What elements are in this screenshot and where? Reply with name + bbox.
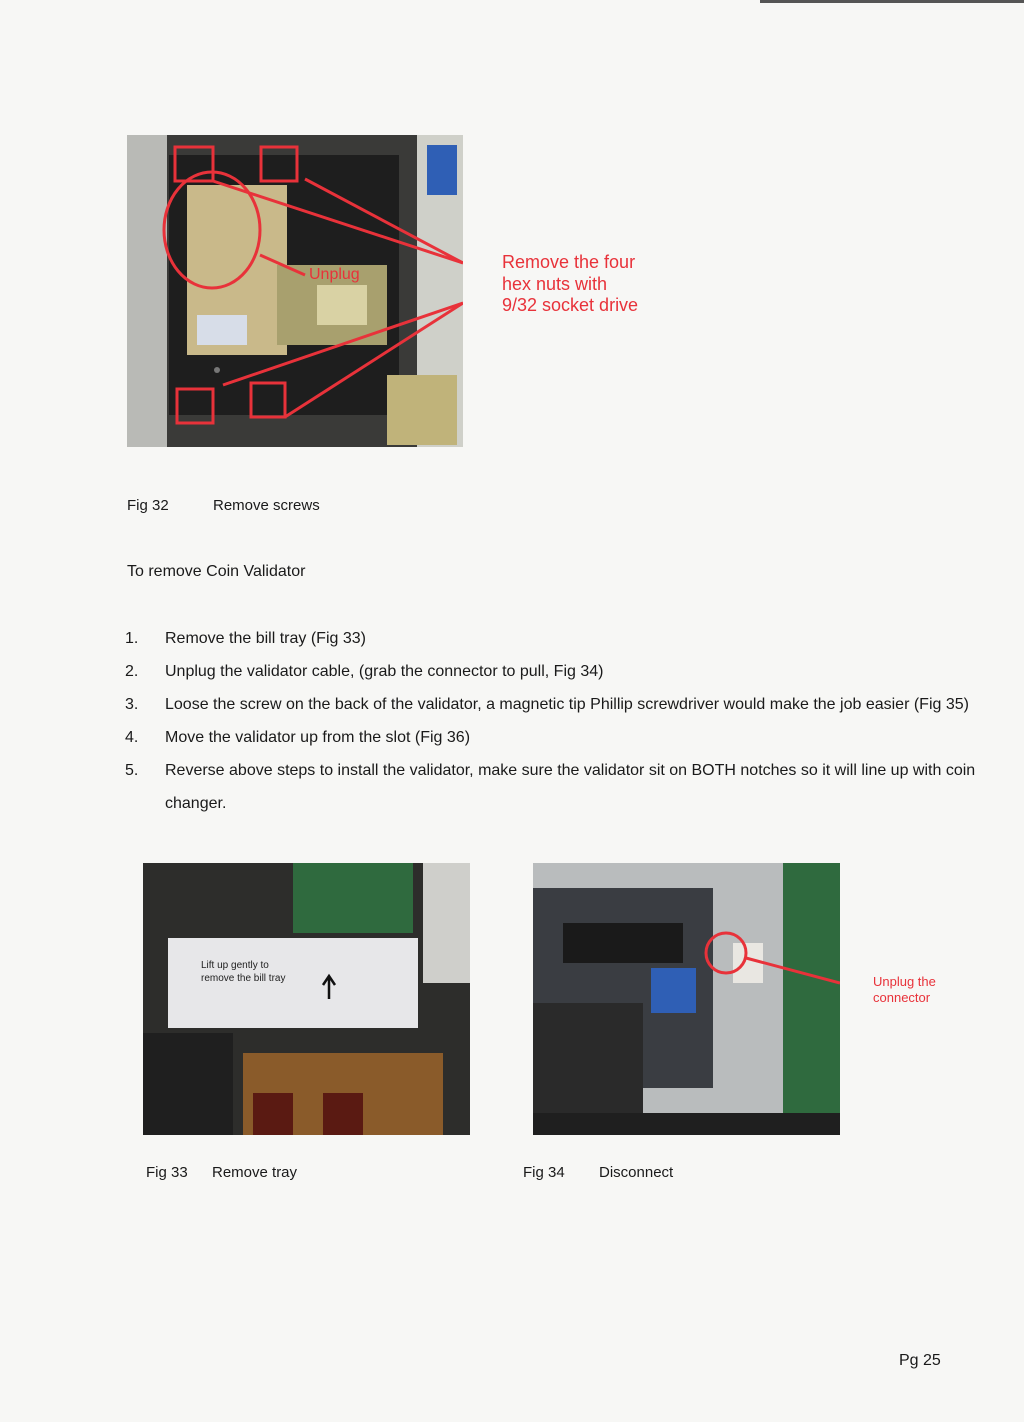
fig34-illustration xyxy=(533,863,840,1135)
page-number: Pg 25 xyxy=(899,1352,941,1369)
step-text: Unplug the validator cable, (grab the connector to pull, Fig 34) xyxy=(165,663,604,680)
fig32-callout-line-2: hex nuts with xyxy=(502,273,608,294)
step-text: Loose the screw on the back of the validator, a magnetic tip Phillip screwdriver would make the job easier (Fig 35) xyxy=(165,696,969,713)
fig33-label-line-1: Lift up gently to xyxy=(201,960,269,971)
fig32-callout-line-3: 9/32 socket drive xyxy=(502,295,639,316)
fig32-caption-number: Fig 32 xyxy=(127,497,169,514)
step-number: 3. xyxy=(125,696,139,713)
section-intro: To remove Coin Validator xyxy=(127,563,306,580)
step-item xyxy=(125,754,985,820)
fig33-photo xyxy=(143,863,470,1135)
fig33-caption xyxy=(146,1164,297,1181)
step-text: Move the validator up from the slot (Fig 36) xyxy=(165,729,471,746)
step-number: 2. xyxy=(125,663,139,680)
fig34-callout xyxy=(873,974,936,1005)
step-number: 5. xyxy=(125,762,139,779)
fig34-caption-number: Fig 34 xyxy=(523,1164,565,1181)
fig33-caption-number: Fig 33 xyxy=(146,1164,188,1181)
fig32-caption-text: Remove screws xyxy=(213,497,320,514)
step-number: 4. xyxy=(125,729,139,746)
fig34-caption-text: Disconnect xyxy=(599,1164,674,1181)
step-item xyxy=(125,721,985,754)
fig32-photo xyxy=(127,135,463,447)
step-text: Remove the bill tray (Fig 33) xyxy=(165,630,366,647)
fig33-caption-text: Remove tray xyxy=(212,1164,298,1181)
fig32-illustration xyxy=(127,135,463,447)
fig32-unplug-label: Unplug xyxy=(309,266,360,283)
step-item xyxy=(125,688,985,721)
fig34-photo xyxy=(533,863,840,1135)
step-number: 1. xyxy=(125,630,139,647)
fig32-caption xyxy=(127,497,320,514)
step-item xyxy=(125,622,985,655)
fig34-callout-line-2: connector xyxy=(873,989,931,1005)
steps-list xyxy=(125,622,985,820)
step-text: Reverse above steps to install the validator, make sure the validator sit on BOTH notches so it will line up with coin changer. xyxy=(165,762,976,812)
fig34-caption xyxy=(523,1164,673,1181)
fig34-callout-line-1: Unplug the xyxy=(873,974,936,989)
step-item xyxy=(125,655,985,688)
fig33-label-line-2: remove the bill tray xyxy=(201,973,286,984)
top-edge-line xyxy=(760,0,1024,3)
fig32-callout xyxy=(502,252,638,317)
fig32-callout-line-1: Remove the four xyxy=(502,252,636,272)
fig33-illustration xyxy=(143,863,470,1135)
